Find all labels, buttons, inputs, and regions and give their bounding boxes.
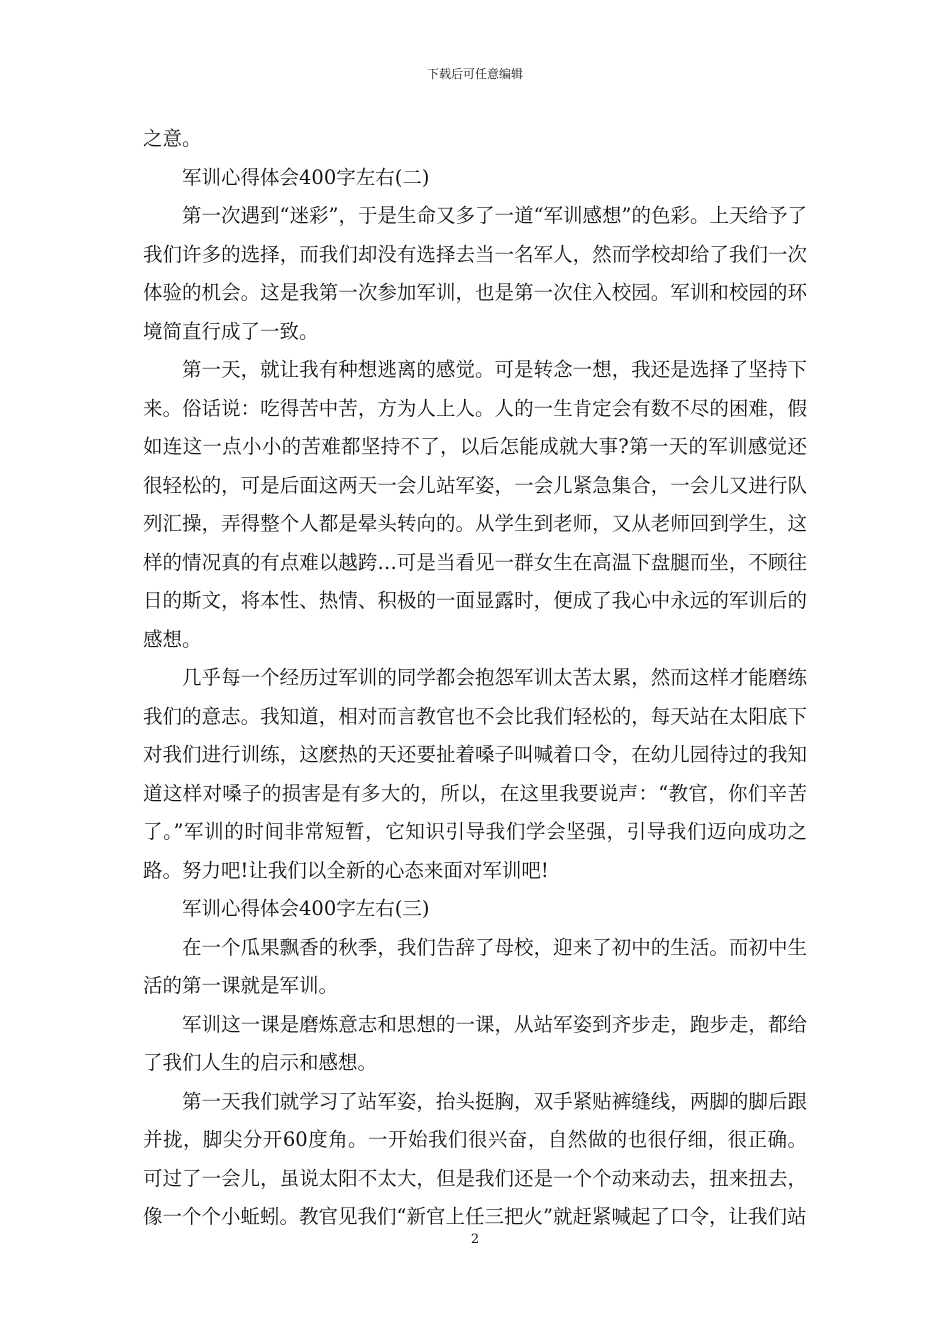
paragraph: 第一天，就让我有种想逃离的感觉。可是转念一想，我还是选择了坚持下来。俗话说：吃得苦中苦，方为人上人。人的一生肯定会有数不尽的困难，假如连这一点小小的苦难都坚持不了，以后怎能成就大事?第一天的军训感觉还很轻松的，可是后面这两天一会儿站军姿，一会儿紧急集合，一会儿又进行队列汇操，弄得整个人都是晕头转向的。从学生到老师，又从老师回到学生，这样的情况真的有点难以越跨…可是当看见一群女生在高温下盘腿而坐，不顾往日的斯文，将本性、热情、积极的一面显露时，便成了我心中永远的军训后的感想。 [143, 358, 807, 651]
page-number: 2 [470, 1232, 480, 1247]
paragraph: 在一个瓜果飘香的秋季，我们告辞了母校，迎来了初中的生活。而初中生活的第一课就是军训。 [143, 935, 807, 997]
page-header: 下载后可任意编辑 [426, 67, 523, 81]
paragraph-continuation: 之意。 [143, 127, 202, 150]
section-heading-3: 军训心得体会400字左右(三) [182, 897, 430, 920]
paragraph: 第一次遇到“迷彩”，于是生命又多了一道“军训感想”的色彩。上天给予了我们许多的选择，而我们却没有选择去当一名军人，然而学校却给了我们一次体验的机会。这是我第一次参加军训，也是第一次住入校园。军训和校园的环境简直行成了一致。 [143, 204, 807, 343]
paragraph: 几乎每一个经历过军训的同学都会抱怨军训太苦太累，然而这样才能磨练我们的意志。我知道，相对而言教官也不会比我们轻松的，每天站在太阳底下对我们进行训练，这麽热的天还要扯着嗓子叫喊着口令，在幼儿园待过的我知道这样对嗓子的损害是有多大的，所以，在这里我要说声：“教官，你们辛苦了。”军训的时间非常短暂，它知识引导我们学会坚强，引导我们迈向成功之路。努力吧!让我们以全新的心态来面对军训吧! [143, 666, 807, 882]
section-heading-2: 军训心得体会400字左右(二) [182, 165, 430, 189]
document-body [143, 120, 807, 1237]
paragraph: 第一天我们就学习了站军姿，抬头挺胸，双手紧贴裤缝线，两脚的脚后跟并拢，脚尖分开60度角。一开始我们很兴奋，自然做的也很仔细，很正确。可过了一会儿，虽说太阳不太大，但是我们还是一个个动来动去，扭来扭去，像一个个小蚯蚓。教官见我们“新官上任三把火”就赶紧喊起了口令，让我们站 [143, 1089, 807, 1228]
paragraph: 军训这一课是磨炼意志和思想的一课，从站军姿到齐步走，跑步走，都给了我们人生的启示和感想。 [143, 1012, 807, 1074]
